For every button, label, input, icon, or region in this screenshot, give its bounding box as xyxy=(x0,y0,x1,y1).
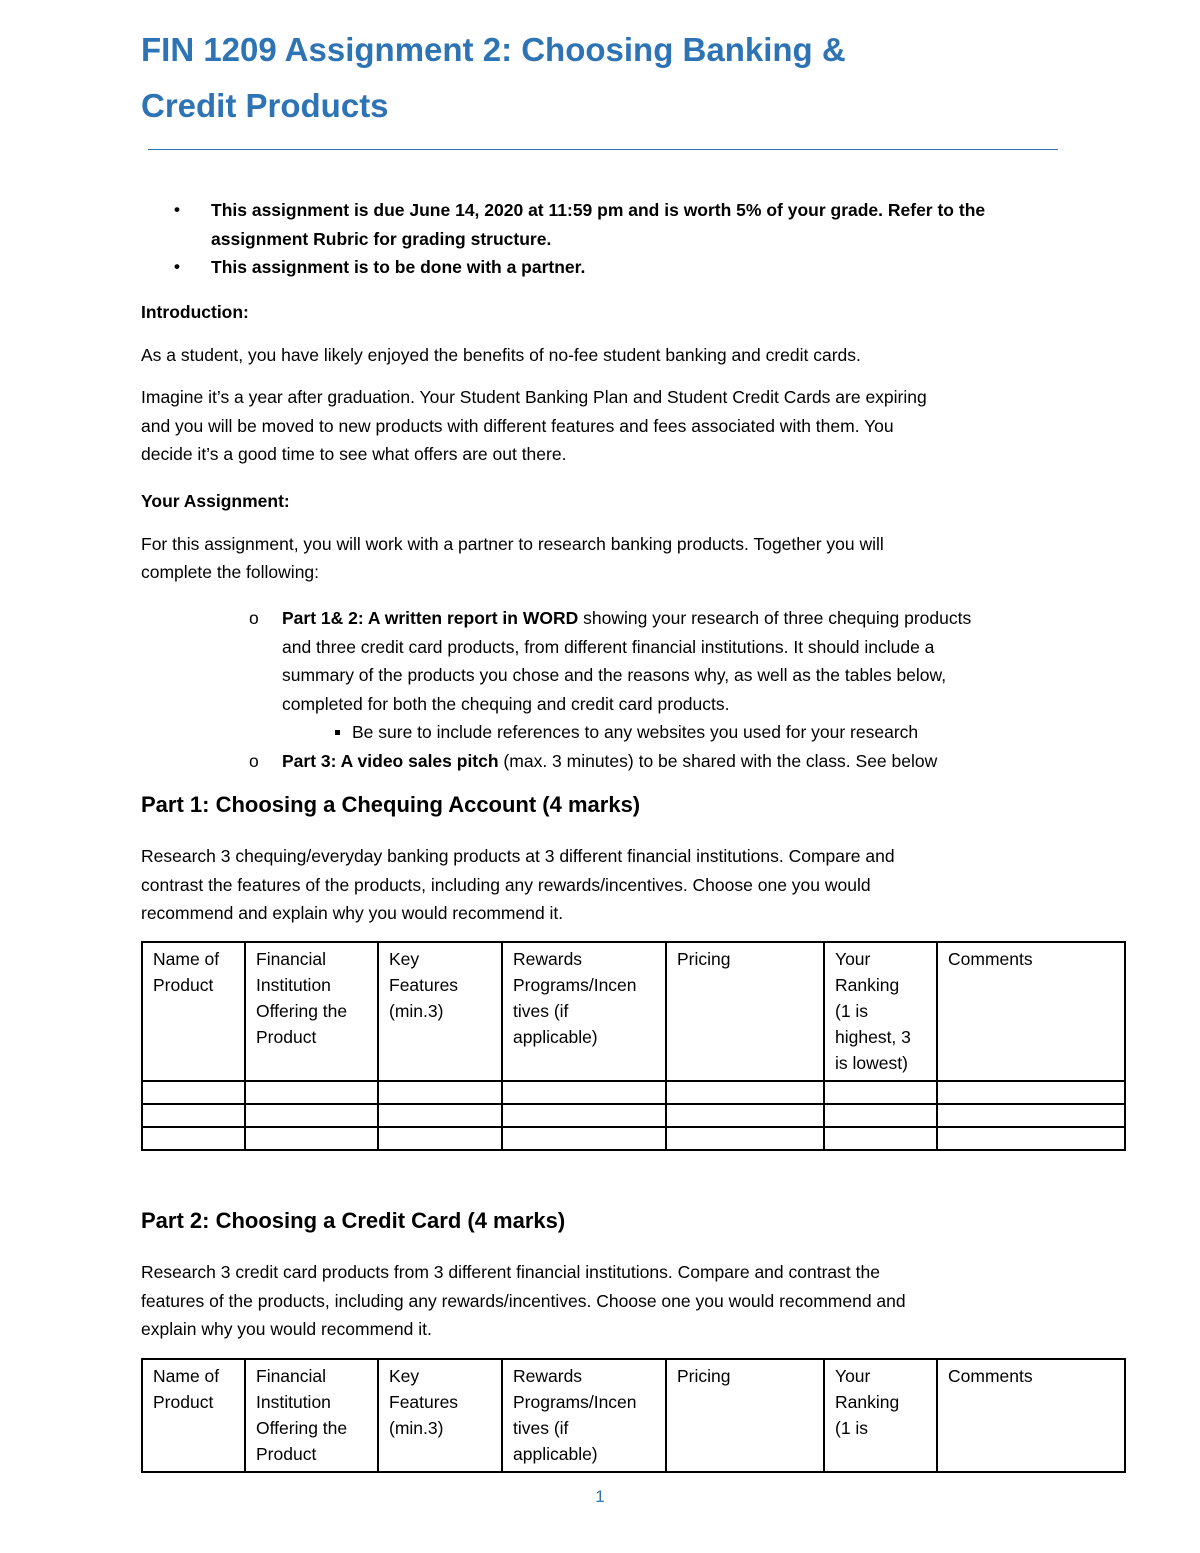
bullet-item: • This assignment is due June 14, 2020 at 11:59 pm and is worth 5% of your grade. Refer to the assignment Rubric for grading structure. xyxy=(141,196,1071,253)
introduction-paragraph-2: Imagine it’s a year after graduation. Your Student Banking Plan and Student Credit Cards are expiring and you will be moved to new products with different features and fees associated with them. You decide it’s a good time to see what offers are out there. xyxy=(141,387,927,464)
part2-paragraph: Research 3 credit card products from 3 different financial institutions. Compare and contrast the features of the products, including any rewards/incentives. Choose one you would recommend and explain why you would recommend it. xyxy=(141,1262,906,1339)
bullet-dot-icon: • xyxy=(174,257,180,276)
table-header-cell: Name of Product xyxy=(142,1359,245,1472)
table-header-cell: Your Ranking (1 is highest, 3 is lowest) xyxy=(824,942,937,1081)
document-title xyxy=(141,22,1081,134)
table-row xyxy=(142,1104,1125,1127)
table-header-cell: Pricing xyxy=(666,1359,824,1472)
table-header-cell: Name of Product xyxy=(142,942,245,1081)
table-header-cell: Rewards Programs/Incen tives (if applicable) xyxy=(502,1359,666,1472)
part1-paragraph: Research 3 chequing/everyday banking products at 3 different financial institutions. Compare and contrast the features of the products, including any rewards/incentives. Choose one you would recommend and explain why you would recommend it. xyxy=(141,846,895,923)
title-line-1: FIN 1209 Assignment 2: Choosing Banking & xyxy=(141,31,846,68)
introduction-heading: Introduction: xyxy=(141,302,249,322)
circle-bullet-icon: o xyxy=(249,608,259,628)
table-header-row xyxy=(142,942,1125,1081)
bullet-dot-icon: • xyxy=(174,200,180,219)
table-header-cell: Comments xyxy=(937,1359,1125,1472)
table-header-cell: Pricing xyxy=(666,942,824,1081)
introduction-section xyxy=(141,298,1041,469)
table-row xyxy=(142,1127,1125,1150)
bullet-item: • This assignment is to be done with a partner. xyxy=(141,253,1071,282)
table-header-cell: Financial Institution Offering the Product xyxy=(245,942,378,1081)
assignment-section xyxy=(141,487,1041,587)
credit-card-comparison-table xyxy=(141,1358,1126,1473)
page-number: 1 xyxy=(595,1487,605,1506)
introduction-paragraph-1: As a student, you have likely enjoyed the benefits of no-fee student banking and credit cards. xyxy=(141,344,861,365)
table-header-row xyxy=(142,1359,1125,1472)
due-date-bullets xyxy=(141,196,1071,282)
table-header-cell: Key Features (min.3) xyxy=(378,1359,502,1472)
references-sub-bullet: Be sure to include references to any websites you used for your research xyxy=(249,718,1069,747)
table-row xyxy=(142,1081,1125,1104)
chequing-comparison-table xyxy=(141,941,1126,1151)
table-header-cell: Key Features (min.3) xyxy=(378,942,502,1081)
circle-bullet-icon: o xyxy=(249,750,259,771)
square-bullet-icon xyxy=(335,730,340,735)
table-header-cell: Rewards Programs/Incen tives (if applicable) xyxy=(502,942,666,1081)
deliverable-item: o Part 3: A video sales pitch (max. 3 minutes) to be shared with the class. See below xyxy=(249,747,1069,776)
title-underline xyxy=(148,149,1058,150)
deliverables-list xyxy=(249,604,1069,775)
deliverable-item: o Part 1& 2: A written report in WORD showing your research of three chequing products and three credit card products, from different financial institutions. It should include a summary of the products you chose and the reasons why, as well as the tables below, completed for both the chequing and credit card products. xyxy=(249,604,1069,718)
part2-heading: Part 2: Choosing a Credit Card (4 marks) xyxy=(141,1208,566,1233)
title-line-2: Credit Products xyxy=(141,87,389,124)
table-header-cell: Comments xyxy=(937,942,1125,1081)
table-header-cell: Financial Institution Offering the Product xyxy=(245,1359,378,1472)
table-header-cell: Your Ranking (1 is xyxy=(824,1359,937,1472)
assignment-paragraph: For this assignment, you will work with a partner to research banking products. Together you will complete the following: xyxy=(141,533,884,582)
assignment-heading: Your Assignment: xyxy=(141,491,290,511)
part1-heading: Part 1: Choosing a Chequing Account (4 marks) xyxy=(141,792,641,817)
